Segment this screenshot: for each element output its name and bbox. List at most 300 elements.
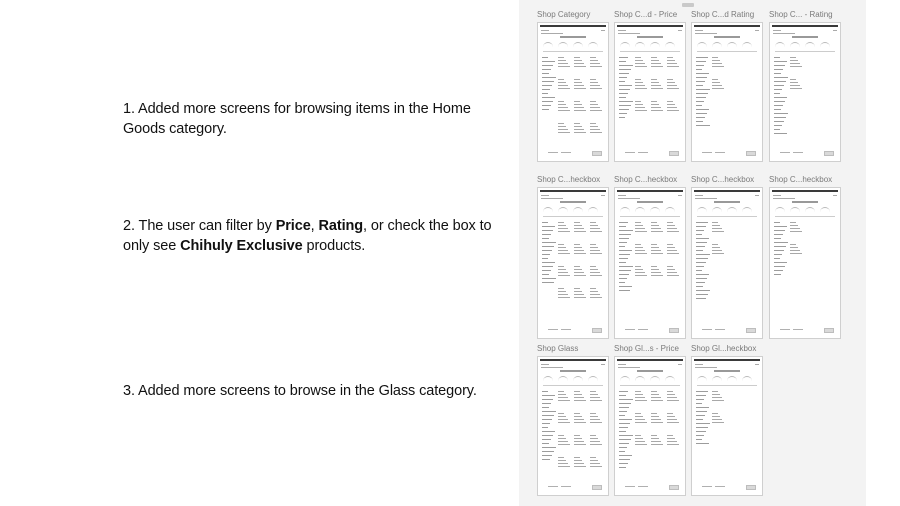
wireframe-product-grid xyxy=(635,391,682,457)
wireframe-line xyxy=(697,376,707,383)
wireframe-line xyxy=(650,376,660,383)
wireframe-line xyxy=(620,207,630,214)
wireframe-line xyxy=(619,109,629,110)
wireframe-line xyxy=(635,207,645,214)
wireframe-line xyxy=(774,101,785,102)
wireframe-title xyxy=(637,201,663,203)
wireframe-divider xyxy=(620,216,680,217)
wireframe-line xyxy=(574,444,586,445)
wireframe-line xyxy=(667,101,673,102)
wireframe-line xyxy=(667,57,673,58)
wireframe-line xyxy=(618,367,640,368)
wireframe-line xyxy=(696,427,708,428)
wireframe-line xyxy=(619,73,629,74)
wireframe-line xyxy=(727,376,737,383)
wireframe-line xyxy=(667,79,673,80)
note-glass-screens xyxy=(123,381,508,401)
artboard-thumbnail[interactable] xyxy=(691,10,763,162)
wireframe-line xyxy=(651,391,657,392)
artboard-label[interactable]: Shop Gl...heckbox xyxy=(691,344,757,353)
wireframe-line xyxy=(590,438,598,439)
artboard-thumbnail[interactable] xyxy=(537,175,609,339)
wireframe-line xyxy=(695,364,703,365)
wireframe-title xyxy=(560,370,586,372)
wireframe-product-grid xyxy=(558,222,605,310)
wireframe-line xyxy=(665,42,675,49)
wireframe-line xyxy=(619,395,626,396)
wireframe-line xyxy=(696,61,706,62)
artboard-thumbnail[interactable] xyxy=(769,175,841,339)
wireframe-line xyxy=(619,89,630,90)
wireframe-line xyxy=(651,400,663,401)
wireframe-line xyxy=(780,152,790,153)
wireframe-line xyxy=(651,250,661,251)
wireframe-line xyxy=(619,423,630,424)
wireframe-line xyxy=(558,225,566,226)
wireframe-line xyxy=(635,376,645,383)
wireframe-line xyxy=(651,101,657,102)
wireframe-line xyxy=(574,435,580,436)
wireframe-line xyxy=(696,69,702,70)
wireframe-line xyxy=(590,85,600,86)
artboard-label[interactable]: Shop Glass xyxy=(537,344,579,353)
wireframe-line xyxy=(712,376,722,383)
wireframe-filter-sidebar xyxy=(619,57,633,121)
wireframe-line xyxy=(590,63,600,64)
artboard-thumbnail[interactable] xyxy=(691,175,763,339)
artboard-frame[interactable] xyxy=(614,356,686,496)
wireframe-line xyxy=(542,238,549,239)
wireframe-line xyxy=(712,413,718,414)
wireframe-product-grid xyxy=(558,57,605,145)
wireframe-line xyxy=(651,231,663,232)
wireframe-line xyxy=(590,460,598,461)
wireframe-line xyxy=(696,250,703,251)
wireframe-line xyxy=(696,109,709,110)
wireframe-line xyxy=(574,104,582,105)
wireframe-grid-row xyxy=(790,222,837,244)
wireframe-line xyxy=(558,297,570,298)
wireframe-line xyxy=(558,250,568,251)
wireframe-product-card xyxy=(574,435,586,447)
wireframe-product-card xyxy=(635,435,647,447)
wireframe-line xyxy=(588,376,598,383)
artboard-label[interactable]: Shop Category xyxy=(537,10,591,19)
wireframe-product-card xyxy=(712,413,724,425)
wireframe-line xyxy=(667,272,677,273)
wireframe-line xyxy=(619,69,631,70)
wireframe-product-card xyxy=(590,391,602,403)
wireframe-product-grid xyxy=(635,57,682,123)
wireframe-divider xyxy=(697,216,757,217)
wireframe-line xyxy=(542,415,554,416)
wireframe-line xyxy=(635,266,641,267)
wireframe-line xyxy=(667,222,673,223)
wireframe-line xyxy=(542,431,555,432)
wireframe-line xyxy=(667,413,673,414)
wireframe-line xyxy=(790,88,802,89)
wireframe-line xyxy=(574,132,586,133)
wireframe-line xyxy=(574,250,584,251)
wireframe-line xyxy=(774,226,787,227)
wireframe-line xyxy=(619,222,628,223)
wireframe-line xyxy=(590,228,600,229)
artboard-frame[interactable] xyxy=(537,356,609,496)
wireframe-line xyxy=(651,438,659,439)
wireframe-line xyxy=(542,61,555,62)
wireframe-line xyxy=(558,291,566,292)
artboard-thumbnail[interactable] xyxy=(537,10,609,162)
wireframe-line xyxy=(775,207,785,214)
wireframe-line xyxy=(574,413,580,414)
wireframe-line xyxy=(774,121,784,122)
wireframe-line xyxy=(774,274,781,275)
wireframe-line xyxy=(542,73,549,74)
wireframe-line xyxy=(667,419,677,420)
wireframe-line xyxy=(542,69,551,70)
wireframe-line xyxy=(635,88,647,89)
wireframe-line xyxy=(712,253,724,254)
wireframe-line xyxy=(558,463,568,464)
wireframe-line xyxy=(542,89,550,90)
wireframe-line xyxy=(574,419,584,420)
wireframe-product-card xyxy=(790,244,802,256)
wireframe-line xyxy=(638,152,648,153)
wireframe-line xyxy=(542,278,556,279)
wireframe-line xyxy=(696,286,703,287)
wireframe-line xyxy=(619,451,625,452)
wireframe-line xyxy=(727,42,737,49)
wireframe-line xyxy=(790,253,802,254)
wireframe-line xyxy=(667,441,677,442)
wireframe-line xyxy=(667,82,675,83)
wireframe-line xyxy=(774,222,780,223)
wireframe-line xyxy=(541,198,563,199)
artboard-canvas[interactable] xyxy=(519,0,866,506)
wireframe-grid-row xyxy=(635,244,682,266)
wireframe-line xyxy=(712,400,724,401)
wireframe-line xyxy=(715,486,725,487)
wireframe-line xyxy=(542,407,549,408)
wireframe-line xyxy=(696,431,706,432)
wireframe-line xyxy=(780,329,790,330)
wireframe-line xyxy=(667,422,679,423)
wireframe-line xyxy=(696,117,705,118)
wireframe-line xyxy=(558,435,564,436)
wireframe-line xyxy=(678,364,682,365)
note-filter-options xyxy=(123,216,508,256)
wireframe-line xyxy=(696,125,710,126)
wireframe-line xyxy=(651,110,663,111)
wireframe-footer xyxy=(780,152,836,155)
wireframe-line xyxy=(635,419,645,420)
wireframe-line xyxy=(619,254,630,255)
wireframe-line xyxy=(590,247,598,248)
wireframe-line xyxy=(573,207,583,214)
wireframe-product-card xyxy=(635,222,647,234)
wireframe-line xyxy=(542,455,552,456)
wireframe-grid-row xyxy=(635,266,682,288)
wireframe-nav-bar xyxy=(540,25,606,27)
wireframe-line xyxy=(635,438,643,439)
wireframe-product-card xyxy=(651,79,663,91)
wireframe-line xyxy=(774,234,783,235)
wireframe-line xyxy=(561,486,571,487)
wireframe-line xyxy=(696,411,707,412)
artboard-label[interactable]: Shop Gl...s - Price xyxy=(614,344,679,353)
wireframe-title xyxy=(714,36,740,38)
wireframe-line xyxy=(619,246,625,247)
wireframe-divider xyxy=(543,51,603,52)
artboard-thumbnail[interactable] xyxy=(691,344,763,496)
wireframe-line xyxy=(635,104,643,105)
wireframe-line xyxy=(820,207,830,214)
wireframe-line xyxy=(619,435,633,436)
wireframe-product-card xyxy=(558,123,570,135)
wireframe-line xyxy=(774,246,786,247)
wireframe-line xyxy=(558,460,566,461)
wireframe-line xyxy=(619,61,626,62)
wireframe-product-card xyxy=(574,101,586,113)
artboard-frame[interactable] xyxy=(614,187,686,339)
wireframe-line xyxy=(574,110,586,111)
wireframe-line xyxy=(619,415,625,416)
wireframe-product-card xyxy=(590,101,602,113)
wireframe-line xyxy=(696,282,705,283)
wireframe-line xyxy=(696,85,703,86)
wireframe-line xyxy=(696,57,708,58)
wireframe-line xyxy=(651,107,661,108)
wireframe-line xyxy=(635,63,645,64)
wireframe-line xyxy=(619,455,632,456)
artboard-frame[interactable] xyxy=(691,187,763,339)
wireframe-nav-bar xyxy=(772,25,838,27)
wireframe-line xyxy=(696,77,707,78)
wireframe-title xyxy=(637,370,663,372)
wireframe-line xyxy=(590,253,602,254)
wireframe-grid-row xyxy=(712,79,759,101)
wireframe-line xyxy=(712,247,720,248)
wireframe-line xyxy=(542,222,548,223)
wireframe-line xyxy=(558,466,570,467)
wireframe-line xyxy=(542,399,553,400)
wireframe-line xyxy=(619,399,633,400)
wireframe-line xyxy=(669,328,679,333)
artboard-thumbnail[interactable] xyxy=(614,175,686,339)
wireframe-line xyxy=(635,435,641,436)
wireframe-line xyxy=(774,61,787,62)
wireframe-line xyxy=(696,270,702,271)
wireframe-line xyxy=(638,329,648,330)
wireframe-line xyxy=(790,222,796,223)
wireframe-line xyxy=(790,57,796,58)
wireframe-line xyxy=(558,63,568,64)
artboard-label[interactable]: Shop C...heckbox xyxy=(691,175,755,184)
artboard-label[interactable]: Shop C...heckbox xyxy=(537,175,601,184)
canvas-scroll-indicator[interactable] xyxy=(682,3,694,7)
artboard-frame[interactable] xyxy=(537,22,609,162)
wireframe-line xyxy=(774,129,780,130)
wireframe-line xyxy=(695,195,703,196)
wireframe-line xyxy=(590,272,600,273)
wireframe-footer xyxy=(548,486,604,489)
wireframe-line xyxy=(805,207,815,214)
wireframe-line xyxy=(712,63,722,64)
wireframe-line xyxy=(542,258,548,259)
wireframe-line xyxy=(696,73,709,74)
wireframe-line xyxy=(590,463,600,464)
artboard-label[interactable]: Shop C...heckbox xyxy=(769,175,833,184)
wireframe-footer xyxy=(702,486,758,489)
wireframe-line xyxy=(574,101,580,102)
wireframe-line xyxy=(774,125,782,126)
artboard-label[interactable]: Shop C...d - Price xyxy=(614,10,678,19)
note-emphasis: Rating xyxy=(318,218,364,234)
wireframe-line xyxy=(542,282,554,283)
artboard-thumbnail[interactable] xyxy=(614,10,686,162)
wireframe-line xyxy=(558,132,570,133)
wireframe-line xyxy=(625,486,635,487)
wireframe-line xyxy=(601,364,605,365)
wireframe-grid-row xyxy=(558,288,605,310)
wireframe-line xyxy=(774,230,785,231)
wireframe-line xyxy=(558,397,568,398)
wireframe-line xyxy=(695,30,703,31)
wireframe-product-card xyxy=(667,413,679,425)
wireframe-line xyxy=(774,117,786,118)
wireframe-line xyxy=(651,435,657,436)
wireframe-line xyxy=(619,93,628,94)
wireframe-line xyxy=(669,151,679,156)
artboard-label[interactable]: Shop C... - Rating xyxy=(769,10,833,19)
wireframe-line xyxy=(696,105,702,106)
wireframe-line xyxy=(651,79,657,80)
wireframe-line xyxy=(712,422,724,423)
wireframe-line xyxy=(574,79,580,80)
wireframe-product-card xyxy=(651,391,663,403)
wireframe-line xyxy=(635,397,645,398)
wireframe-nav-bar xyxy=(772,190,838,192)
wireframe-line xyxy=(774,105,783,106)
wireframe-line xyxy=(590,66,602,67)
wireframe-line xyxy=(573,42,583,49)
wireframe-line xyxy=(542,403,551,404)
wireframe-line xyxy=(590,422,602,423)
wireframe-line xyxy=(746,485,756,490)
artboard-thumbnail[interactable] xyxy=(614,344,686,496)
wireframe-line xyxy=(541,364,549,365)
wireframe-line xyxy=(820,42,830,49)
wireframe-line xyxy=(651,222,657,223)
wireframe-footer xyxy=(780,329,836,332)
wireframe-line xyxy=(790,85,800,86)
wireframe-line xyxy=(712,42,722,49)
wireframe-line xyxy=(774,238,781,239)
wireframe-line xyxy=(558,416,566,417)
wireframe-line xyxy=(667,438,675,439)
note-text: 1. Added more screens for browsing items in the Home Goods category. xyxy=(123,101,471,137)
artboard-frame[interactable] xyxy=(769,187,841,339)
wireframe-line xyxy=(755,364,759,365)
wireframe-grid-row xyxy=(558,222,605,244)
wireframe-product-card xyxy=(558,79,570,91)
wireframe-line xyxy=(619,242,627,243)
wireframe-line xyxy=(619,278,627,279)
wireframe-filter-sidebar xyxy=(619,391,633,471)
wireframe-line xyxy=(542,395,555,396)
wireframe-product-card xyxy=(590,435,602,447)
wireframe-line xyxy=(574,438,582,439)
wireframe-line xyxy=(558,123,564,124)
wireframe-line xyxy=(696,423,710,424)
artboard-frame[interactable] xyxy=(769,22,841,162)
wireframe-line xyxy=(558,247,566,248)
wireframe-divider xyxy=(620,385,680,386)
wireframe-product-card xyxy=(558,413,570,425)
wireframe-line xyxy=(542,254,550,255)
wireframe-line xyxy=(620,376,630,383)
wireframe-line xyxy=(558,288,564,289)
artboard-frame[interactable] xyxy=(691,22,763,162)
artboard-frame[interactable] xyxy=(614,22,686,162)
artboard-frame[interactable] xyxy=(537,187,609,339)
wireframe-line xyxy=(619,230,633,231)
artboard-label[interactable]: Shop C...heckbox xyxy=(614,175,678,184)
wireframe-line xyxy=(619,85,632,86)
wireframe-grid-row xyxy=(558,413,605,435)
wireframe-line xyxy=(790,231,802,232)
wireframe-line xyxy=(635,247,643,248)
wireframe-line xyxy=(558,441,568,442)
artboard-label[interactable]: Shop C...d Rating xyxy=(691,10,755,19)
wireframe-line xyxy=(542,81,554,82)
wireframe-nav-bar xyxy=(694,190,760,192)
wireframe-line xyxy=(790,250,800,251)
wireframe-line xyxy=(702,486,712,487)
wireframe-line xyxy=(558,129,568,130)
wireframe-divider xyxy=(620,51,680,52)
artboard-thumbnail[interactable] xyxy=(537,344,609,496)
artboard-frame[interactable] xyxy=(691,356,763,496)
wireframe-line xyxy=(558,60,566,61)
wireframe-line xyxy=(712,225,720,226)
wireframe-line xyxy=(543,207,553,214)
wireframe-line xyxy=(651,85,661,86)
wireframe-nav-bar xyxy=(540,359,606,361)
wireframe-line xyxy=(619,391,628,392)
wireframe-line xyxy=(561,152,571,153)
wireframe-line xyxy=(619,431,626,432)
wireframe-title xyxy=(792,201,818,203)
wireframe-line xyxy=(574,225,582,226)
wireframe-line xyxy=(558,79,564,80)
wireframe-grid-row xyxy=(635,435,682,457)
wireframe-line xyxy=(541,30,549,31)
wireframe-line xyxy=(774,57,780,58)
wireframe-line xyxy=(558,85,568,86)
wireframe-line xyxy=(558,269,566,270)
wireframe-line xyxy=(805,42,815,49)
artboard-thumbnail[interactable] xyxy=(769,10,841,162)
wireframe-line xyxy=(542,447,556,448)
wireframe-line xyxy=(574,63,584,64)
wireframe-line xyxy=(618,198,640,199)
note-emphasis: Chihuly Exclusive xyxy=(180,238,303,254)
wireframe-product-grid xyxy=(712,57,759,101)
wireframe-line xyxy=(574,441,584,442)
wireframe-grid-row xyxy=(635,101,682,123)
wireframe-line xyxy=(619,270,631,271)
